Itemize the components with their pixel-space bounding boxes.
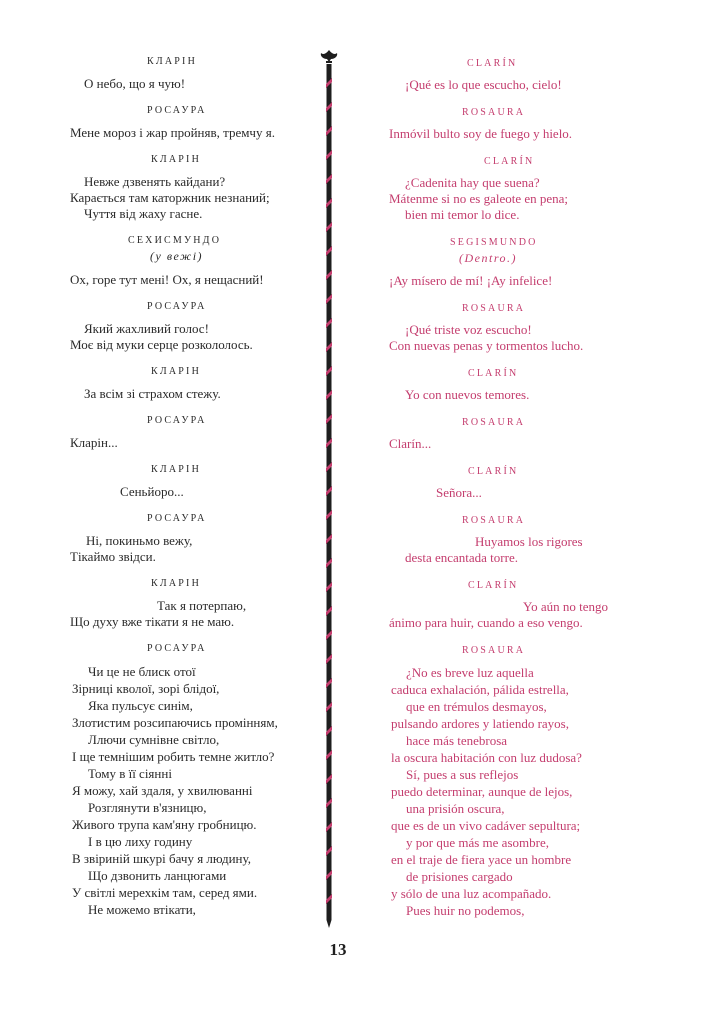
- speaker-name: CLARÍN: [467, 58, 518, 69]
- speaker-name: КЛАРІН: [151, 578, 201, 589]
- verse-line: Розглянути в'язницю,: [88, 800, 207, 815]
- verse-line: bien mi temor lo dice.: [405, 207, 520, 222]
- verse-line: la oscura habitación con luz dudosa?: [391, 750, 582, 765]
- stage-direction: (у вежі): [150, 249, 204, 263]
- speaker-name: КЛАРІН: [151, 464, 201, 475]
- verse-line: Злотистим розсипаючись промінням,: [72, 715, 278, 730]
- verse-line: Мене мороз і жар пройняв, тремчу я.: [70, 125, 275, 140]
- verse-line: Моє від муки серце розкололось.: [70, 337, 253, 352]
- speaker-name: ROSAURA: [462, 303, 526, 314]
- verse-line: de prisiones cargado: [406, 869, 513, 884]
- stage-direction: (Dentro.): [459, 251, 518, 265]
- verse-line: Тікаймо звідси.: [70, 549, 156, 564]
- verse-line: Кларін...: [70, 435, 118, 450]
- speaker-name: ROSAURA: [462, 417, 526, 428]
- speaker-name: КЛАРІН: [151, 366, 201, 377]
- verse-line: que en trémulos desmayos,: [406, 699, 547, 714]
- verse-line: ¿No es breve luz aquella: [406, 665, 534, 680]
- verse-line: y sólo de una luz acompañado.: [391, 886, 552, 901]
- verse-line: puedo determinar, aunque de lejos,: [391, 784, 573, 799]
- verse-line: Sí, pues a sus reflejos: [406, 767, 519, 782]
- speaker-name: КЛАРІН: [151, 154, 201, 165]
- verse-line: І в цю лиху годину: [88, 834, 193, 849]
- verse-line: ¡Qué triste voz escucho!: [405, 322, 532, 337]
- verse-line: Mátenme si no es galeote en pena;: [389, 191, 569, 206]
- verse-line: За всім зі страхом стежу.: [84, 386, 221, 401]
- verse-line: Huyamos los rigores: [475, 534, 583, 549]
- speaker-name: ROSAURA: [462, 107, 526, 118]
- verse-line: Ні, покиньмо вежу,: [86, 533, 193, 548]
- verse-line: Clarín...: [389, 436, 432, 451]
- verse-line: hace más tenebrosa: [406, 733, 508, 748]
- speaker-name: CLARÍN: [468, 368, 519, 379]
- verse-line: en el traje de fiera yace un hombre: [391, 852, 572, 867]
- verse-line: У світлі мерехкім там, серед ями.: [72, 885, 258, 900]
- speaker-name: СЕХИСМУНДО: [128, 235, 222, 246]
- verse-line: Pues huir no podemos,: [406, 903, 525, 918]
- verse-line: Señora...: [436, 485, 482, 500]
- verse-line: Чуття від жаху гасне.: [84, 206, 203, 221]
- verse-line: Yo con nuevos temores.: [405, 387, 530, 402]
- verse-line: Сеньйоро...: [120, 484, 184, 499]
- verse-line: Ох, горе тут мені! Ох, я нещасний!: [70, 272, 264, 287]
- verse-line: Яка пульсує синім,: [88, 698, 193, 713]
- speaker-name: РОСАУРА: [147, 301, 207, 312]
- verse-line: Yo aún no tengo: [523, 599, 608, 614]
- verse-line: ¿Cadenita hay que suena?: [405, 175, 540, 190]
- verse-line: Що духу вже тікати я не маю.: [70, 614, 235, 629]
- verse-line: Con nuevas penas y tormentos lucho.: [389, 338, 584, 353]
- speaker-name: CLARÍN: [468, 580, 519, 591]
- verse-line: ¡Ay mísero de mí! ¡Ay infelice!: [389, 273, 553, 288]
- speaker-name: РОСАУРА: [147, 415, 207, 426]
- verse-line: pulsando ardores y latiendo rayos,: [391, 716, 569, 731]
- verse-line: О небо, що я чую!: [84, 76, 186, 91]
- verse-line: Я можу, хай здаля, у хвилюванні: [72, 783, 253, 798]
- verse-line: Inmóvil bulto soy de fuego y hielo.: [389, 126, 573, 141]
- verse-line: que es de un vivo cadáver sepultura;: [391, 818, 581, 833]
- speaker-name: КЛАРІН: [147, 56, 197, 67]
- speaker-name: CLARÍN: [468, 466, 519, 477]
- verse-line: una prisión oscura,: [406, 801, 505, 816]
- verse-line: Що дзвонить ланцюгами: [88, 868, 227, 883]
- verse-line: y por que más me asombre,: [406, 835, 549, 850]
- verse-line: Живого трупа кам'яну гробницю.: [72, 817, 257, 832]
- speaker-name: SEGISMUNDO: [450, 237, 538, 248]
- verse-line: ánimo para huir, cuando a eso vengo.: [389, 615, 583, 630]
- verse-line: В звіриній шкурі бачу я людину,: [72, 851, 251, 866]
- verse-line: desta encantada torre.: [405, 550, 518, 565]
- verse-line: І ще темнішим робить темне житло?: [72, 749, 275, 764]
- speaker-name: ROSAURA: [462, 645, 526, 656]
- speaker-name: CLARÍN: [484, 156, 535, 167]
- speaker-name: РОСАУРА: [147, 643, 207, 654]
- verse-line: Ллючи сумнівне світло,: [88, 732, 220, 747]
- verse-line: Чи це не блиск отої: [88, 664, 196, 679]
- verse-line: ¡Qué es lo que escucho, cielo!: [405, 77, 562, 92]
- verse-line: Невже дзвенять кайдани?: [84, 174, 226, 189]
- page-number: 13: [329, 940, 347, 959]
- verse-line: Який жахливий голос!: [84, 321, 209, 336]
- speaker-name: РОСАУРА: [147, 513, 207, 524]
- verse-line: Карається там каторжник незнаний;: [70, 190, 270, 205]
- speaker-name: ROSAURA: [462, 515, 526, 526]
- verse-line: Не можемо втікати,: [88, 902, 196, 917]
- verse-line: Тому в її сіянні: [88, 766, 172, 781]
- verse-line: Так я потерпаю,: [157, 598, 247, 613]
- speaker-name: РОСАУРА: [147, 105, 207, 116]
- verse-line: caduca exhalación, pálida estrella,: [391, 682, 569, 697]
- verse-line: Зірниці кволої, зорі блідої,: [72, 681, 220, 696]
